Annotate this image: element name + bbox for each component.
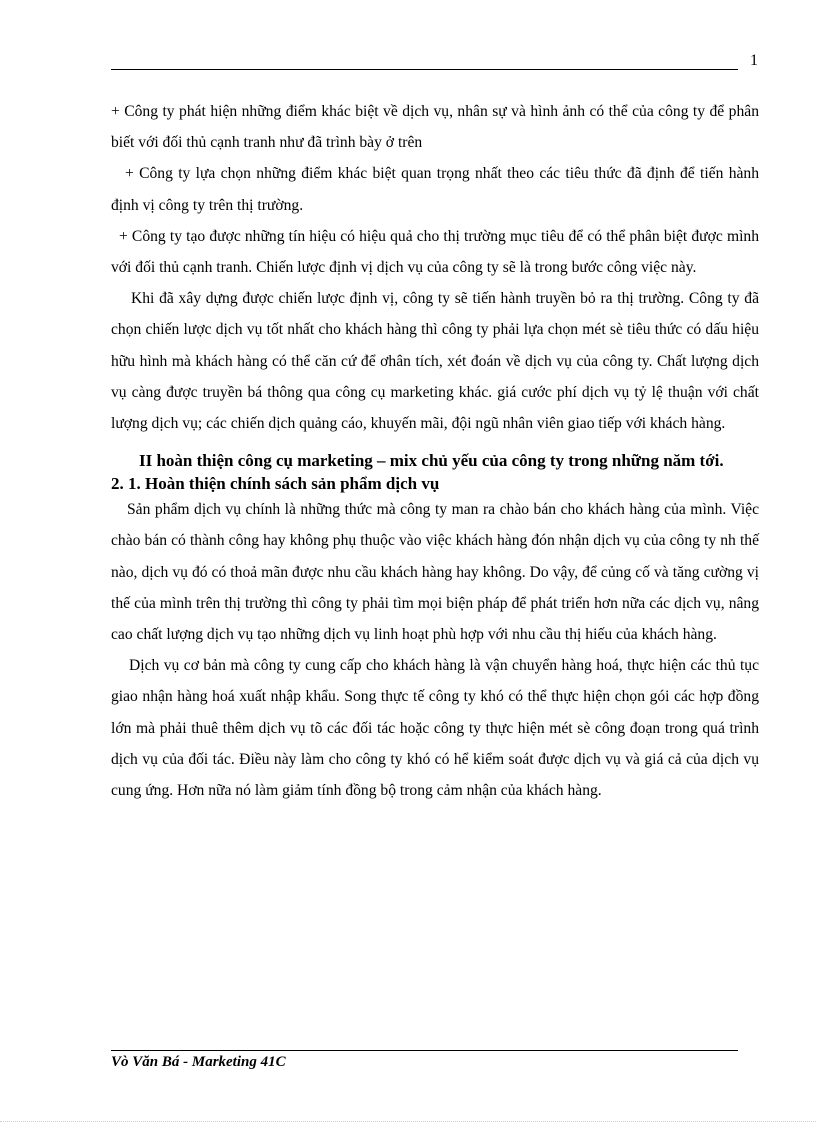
page-number: 1 (750, 52, 758, 69)
section-heading: II hoàn thiện công cụ marketing – mix chủ yếu của công ty trong những năm tới. (139, 451, 724, 471)
header-rule (111, 69, 738, 70)
footer-author: Vò Văn Bá - Marketing 41C (111, 1054, 286, 1070)
paragraph-bullet-1: + Công ty phát hiện những điểm khác biệt về dịch vụ, nhân sự và hình ảnh có thể của công ty để phân biết với đối thủ cạnh tranh như đã trình bày ở trên (111, 103, 759, 152)
paragraph-basic-service: Dịch vụ cơ bản mà công ty cung cấp cho khách hàng là vận chuyển hàng hoá, thực hiện các thủ tục giao nhận hàng hoá xuất nhập khẩu. Song thực tế công ty khó có thể thực hiện chọn gói các hợp đồng lớn mà phải thuê thêm dịch vụ tõ các đối tác hoặc công ty thực hiện mét sè công đoạn trong quá trình dịch vụ của đối tác. Điều này làm cho công ty khó có hể kiểm soát được dịch vụ và giá cả của dịch vụ cung ứng. Hơn nữa nó làm giảm tính đồng bộ trong cảm nhận của khách hàng. (111, 657, 759, 800)
body-text (111, 96, 759, 806)
paragraph-positioning: Khi đã xây dựng được chiến lược định vị, công ty sẽ tiến hành truyền bỏ ra thị trường. Công ty đã chọn chiến lược dịch vụ tốt nhất cho khách hàng thì công ty phải lựa chọn mét sè tiêu thức có dấu hiệu hữu hình mà khách hàng có thể căn cứ để ơhân tích, xét đoán về dịch vụ của công ty. Chất lượng dịch vụ càng được truyền bá thông qua công cụ marketing khác. giá cước phí dịch vụ tỷ lệ thuận với chất lượng dịch vụ; các chiến dịch quảng cáo, khuyến mãi, đội ngũ nhân viên giao tiếp với khách hàng. (111, 290, 759, 433)
subsection-heading: 2. 1. Hoàn thiện chính sách sản phẩm dịch vụ (111, 474, 440, 494)
paragraph-bullet-3: + Công ty tạo được những tín hiệu có hiệu quả cho thị trường mục tiêu để có thể phân biệt được mình với đối thủ cạnh tranh. Chiến lược định vị dịch vụ của công ty sẽ là trong bước công việc này. (111, 227, 759, 277)
paragraph-bullet-2: + Công ty lựa chọn những điểm khác biệt quan trọng nhất theo các tiêu thức đã định để tiến hành định vị công ty trên thị trường. (111, 165, 759, 214)
paragraph-product-service: Sản phẩm dịch vụ chính là những thức mà công ty man ra chào bán cho khách hàng của mình. Việc chào bán có thành công hay không phụ thuộc vào việc khách hàng đón nhận dịch vụ của công ty nh thế nào, dịch vụ đó có thoả mãn được nhu cầu khách hàng hay không. Do vậy, để củng cố và tăng cường vị thế của mình trên thị trường thì công ty phải tìm mọi biện pháp để phát triển hơn nữa các dịch vụ, nâng cao chất lượng dịch vụ tạo những dịch vụ linh hoạt phù hợp với nhu cầu thị hiếu của khách hàng. (111, 501, 759, 644)
page-edge (0, 1121, 816, 1122)
footer-rule (111, 1050, 738, 1051)
